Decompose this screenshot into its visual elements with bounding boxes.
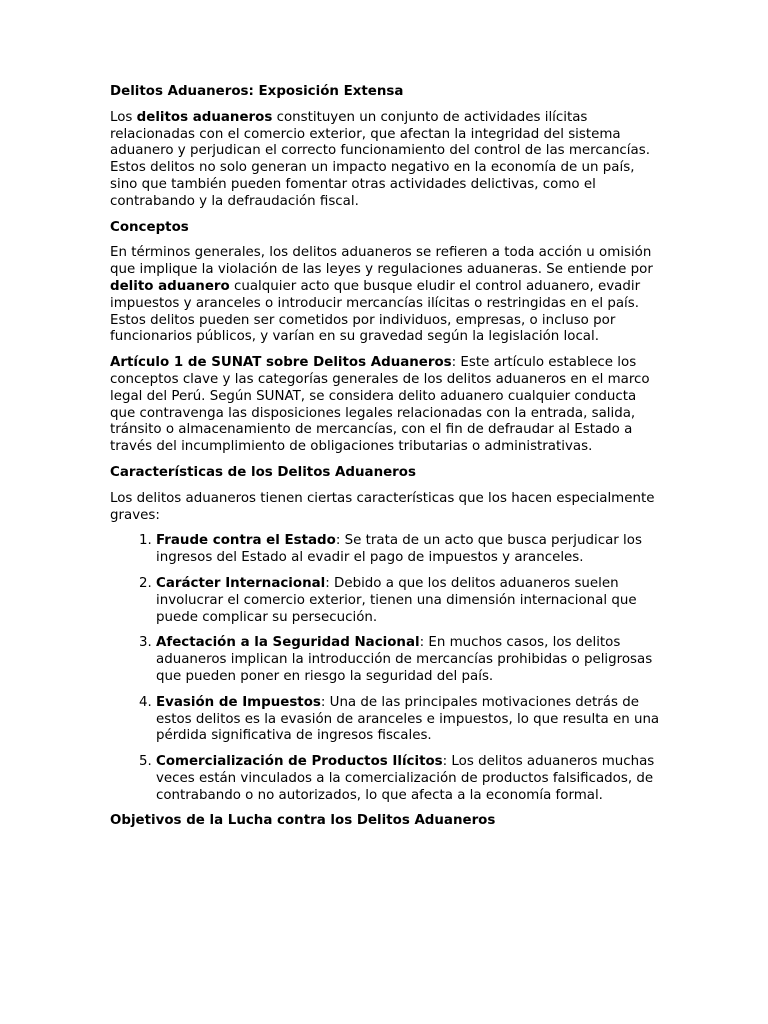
list-item-title: Fraude contra el Estado	[156, 533, 336, 549]
list-item-title: Afectación a la Seguridad Nacional	[156, 635, 420, 651]
list-item-title: Carácter Internacional	[156, 575, 326, 591]
conceptos-paragraph-1	[110, 245, 660, 346]
list-item-title: Evasión de Impuestos	[156, 694, 321, 710]
list-item-text: : Una de las principales motivaciones detrás de estos delitos es la evasión de aranceles e impuestos, lo que resulta en una pérdida significativa de ingresos fiscales.	[156, 694, 660, 744]
intro-bold-term: delitos aduaneros	[136, 109, 273, 125]
list-item-text: : En muchos casos, los delitos aduaneros implican la introducción de mercancías prohibidas o peligrosas que pueden poner en riesgo la seguridad del país.	[156, 635, 653, 684]
list-item-text: : Se trata de un acto que busca perjudicar los ingresos del Estado al evadir el pago de impuestos y aranceles.	[156, 533, 642, 566]
conceptos-p1-rest: cualquier acto que busque eludir el control aduanero, evadir impuestos y aranceles o introducir mercancías ilícitas o restringidas en el país. Estos delitos pueden ser cometidos por individuos, empresas, o incluso por funcionarios públicos, y varían en su gravedad según la legislación local.	[110, 278, 641, 345]
caracteristicas-heading: Características de los Delitos Aduaneros	[110, 464, 416, 480]
caracteristicas-list	[110, 533, 660, 804]
objetivos-heading: Objetivos de la Lucha contra los Delitos Aduaneros	[110, 813, 496, 829]
document-page	[110, 84, 660, 839]
document-title: Delitos Aduaneros: Exposición Extensa	[110, 84, 404, 99]
conceptos-p2-bold-term: Artículo 1 de SUNAT sobre Delitos Aduaneros	[110, 355, 452, 371]
conceptos-paragraph-2	[110, 355, 660, 456]
conceptos-p2-rest: : Este artículo establece los conceptos clave y las categorías generales de los delitos aduaneros en el marco legal del Perú. Según SUNAT, se considera delito aduanero cualquier conducta que contravenga las disposiciones legales relacionadas con la entrada, salida, tránsito o almacenamiento de mercancías, con el fin de defraudar al Estado a través del incumplimiento de obligaciones tributarias o administrativas.	[110, 355, 650, 455]
list-item	[156, 576, 660, 626]
caracteristicas-intro: Los delitos aduaneros tienen ciertas características que los hacen especialmente graves:	[110, 490, 655, 523]
list-item-text: : Los delitos aduaneros muchas veces están vinculados a la comercialización de productos falsificados, de contrabando o no autorizados, lo que afecta a la economía formal.	[156, 754, 655, 803]
list-item-title: Comercialización de Productos Ilícitos	[156, 754, 443, 770]
list-item	[156, 695, 660, 745]
conceptos-p1-lead: En términos generales, los delitos aduaneros se refieren a toda acción u omisión que implique la violación de las leyes y regulaciones aduaneras. Se entiende por	[110, 245, 653, 278]
conceptos-p1-bold-term: delito aduanero	[110, 278, 230, 294]
intro-rest: constituyen un conjunto de actividades ilícitas relacionadas con el comercio exterior, que afectan la integridad del sistema aduanero y perjudican el correcto funcionamiento del control de las mercancías. Estos delitos no solo generan un impacto negativo en la economía de un país, sino que también pueden fomentar otras actividades delictivas, como el contrabando y la defraudación fiscal.	[110, 109, 650, 209]
list-item	[156, 533, 660, 567]
list-item	[156, 754, 660, 804]
conceptos-heading: Conceptos	[110, 219, 189, 235]
list-item-text: : Debido a que los delitos aduaneros suelen involucrar el comercio exterior, tienen una dimensión internacional que puede complicar su persecución.	[156, 575, 637, 625]
list-item	[156, 635, 660, 685]
intro-paragraph	[110, 110, 660, 211]
intro-lead: Los	[110, 109, 137, 125]
